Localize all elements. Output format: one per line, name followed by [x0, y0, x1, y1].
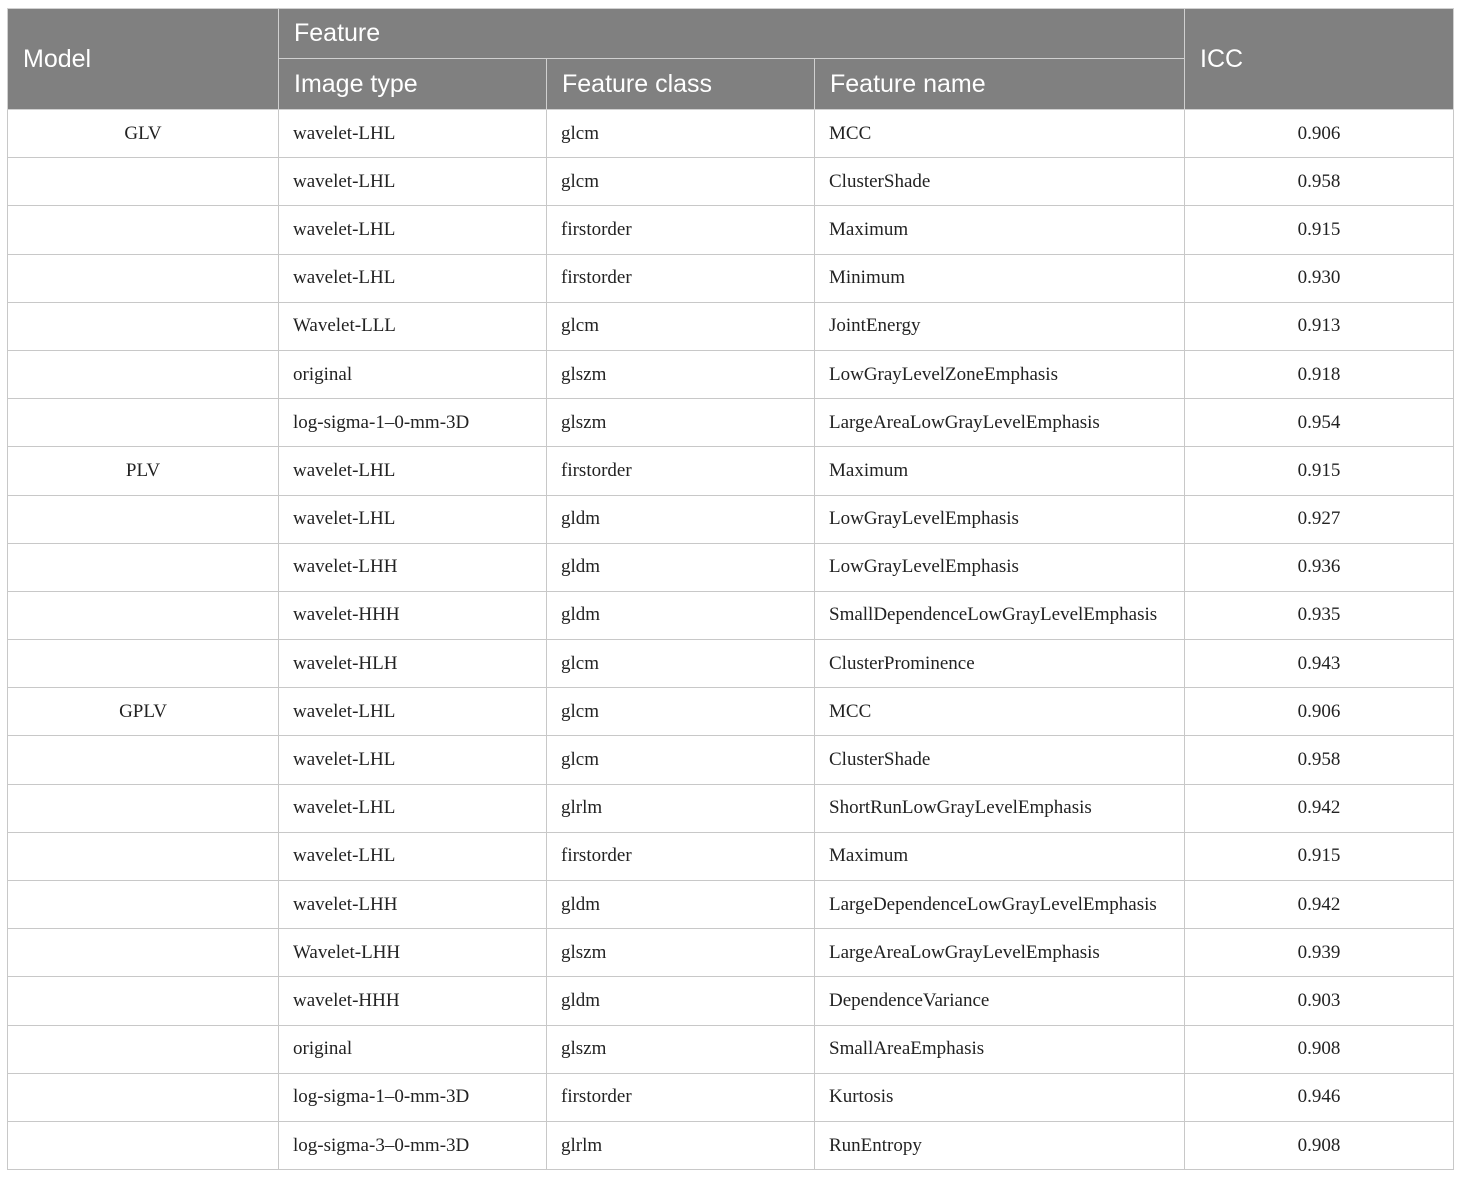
model-cell — [8, 977, 279, 1025]
model-cell: GPLV — [8, 688, 279, 736]
feature-name-cell: Maximum — [815, 447, 1185, 495]
image-type-cell: wavelet-LHL — [279, 254, 547, 302]
feature-class-cell: firstorder — [547, 447, 815, 495]
feature-class-cell: glcm — [547, 640, 815, 688]
icc-cell: 0.936 — [1185, 543, 1454, 591]
model-cell — [8, 206, 279, 254]
icc-cell: 0.939 — [1185, 929, 1454, 977]
model-cell — [8, 929, 279, 977]
table-row — [8, 929, 1454, 977]
table-row — [8, 543, 1454, 591]
feature-class-cell: gldm — [547, 495, 815, 543]
image-type-cell: wavelet-LHL — [279, 688, 547, 736]
icc-cell: 0.943 — [1185, 640, 1454, 688]
image-type-cell: wavelet-LHL — [279, 495, 547, 543]
header-feature-class: Feature class — [547, 59, 815, 110]
model-cell — [8, 640, 279, 688]
feature-class-cell: glcm — [547, 688, 815, 736]
icc-cell: 0.906 — [1185, 110, 1454, 158]
feature-name-cell: ClusterProminence — [815, 640, 1185, 688]
icc-cell: 0.942 — [1185, 784, 1454, 832]
feature-class-cell: gldm — [547, 881, 815, 929]
icc-cell: 0.915 — [1185, 832, 1454, 880]
table-body — [8, 110, 1454, 1170]
image-type-cell: wavelet-HHH — [279, 977, 547, 1025]
feature-class-cell: glcm — [547, 110, 815, 158]
table-row — [8, 1121, 1454, 1169]
icc-cell: 0.942 — [1185, 881, 1454, 929]
table-row — [8, 688, 1454, 736]
icc-cell: 0.930 — [1185, 254, 1454, 302]
model-cell — [8, 1073, 279, 1121]
icc-cell: 0.958 — [1185, 736, 1454, 784]
table-row — [8, 350, 1454, 398]
model-cell — [8, 736, 279, 784]
feature-class-cell: firstorder — [547, 832, 815, 880]
table-row — [8, 1073, 1454, 1121]
model-cell — [8, 832, 279, 880]
feature-class-cell: glszm — [547, 399, 815, 447]
image-type-cell: wavelet-LHH — [279, 543, 547, 591]
feature-name-cell: LowGrayLevelEmphasis — [815, 495, 1185, 543]
image-type-cell: original — [279, 1025, 547, 1073]
feature-name-cell: LargeAreaLowGrayLevelEmphasis — [815, 929, 1185, 977]
table-row — [8, 447, 1454, 495]
icc-cell: 0.927 — [1185, 495, 1454, 543]
image-type-cell: original — [279, 350, 547, 398]
feature-name-cell: LargeDependenceLowGrayLevelEmphasis — [815, 881, 1185, 929]
feature-name-cell: MCC — [815, 110, 1185, 158]
icc-cell: 0.954 — [1185, 399, 1454, 447]
table-row — [8, 254, 1454, 302]
feature-name-cell: Minimum — [815, 254, 1185, 302]
image-type-cell: wavelet-LHL — [279, 158, 547, 206]
image-type-cell: wavelet-LHL — [279, 784, 547, 832]
icc-cell: 0.908 — [1185, 1025, 1454, 1073]
feature-class-cell: glcm — [547, 158, 815, 206]
header-icc: ICC — [1185, 9, 1454, 110]
feature-class-cell: firstorder — [547, 254, 815, 302]
image-type-cell: wavelet-LHL — [279, 736, 547, 784]
model-cell — [8, 254, 279, 302]
feature-name-cell: Maximum — [815, 832, 1185, 880]
feature-class-cell: glrlm — [547, 1121, 815, 1169]
feature-name-cell: LargeAreaLowGrayLevelEmphasis — [815, 399, 1185, 447]
feature-name-cell: ClusterShade — [815, 158, 1185, 206]
model-cell — [8, 399, 279, 447]
feature-name-cell: RunEntropy — [815, 1121, 1185, 1169]
image-type-cell: Wavelet-LHH — [279, 929, 547, 977]
model-cell — [8, 350, 279, 398]
model-cell — [8, 302, 279, 350]
model-cell — [8, 881, 279, 929]
feature-name-cell: ClusterShade — [815, 736, 1185, 784]
header-feature-name: Feature name — [815, 59, 1185, 110]
image-type-cell: wavelet-LHL — [279, 110, 547, 158]
image-type-cell: wavelet-LHL — [279, 832, 547, 880]
image-type-cell: wavelet-LHH — [279, 881, 547, 929]
feature-name-cell: LowGrayLevelEmphasis — [815, 543, 1185, 591]
model-cell: PLV — [8, 447, 279, 495]
table-row — [8, 495, 1454, 543]
table-row — [8, 302, 1454, 350]
feature-name-cell: MCC — [815, 688, 1185, 736]
image-type-cell: wavelet-HHH — [279, 591, 547, 639]
icc-cell: 0.958 — [1185, 158, 1454, 206]
model-cell — [8, 158, 279, 206]
icc-cell: 0.935 — [1185, 591, 1454, 639]
table-row — [8, 881, 1454, 929]
feature-name-cell: Maximum — [815, 206, 1185, 254]
icc-cell: 0.915 — [1185, 206, 1454, 254]
feature-name-cell: DependenceVariance — [815, 977, 1185, 1025]
feature-class-cell: glszm — [547, 350, 815, 398]
table-row — [8, 399, 1454, 447]
table-row — [8, 591, 1454, 639]
feature-class-cell: glszm — [547, 929, 815, 977]
header-image-type: Image type — [279, 59, 547, 110]
image-type-cell: wavelet-HLH — [279, 640, 547, 688]
model-cell — [8, 495, 279, 543]
model-cell: GLV — [8, 110, 279, 158]
icc-cell: 0.903 — [1185, 977, 1454, 1025]
table-row — [8, 784, 1454, 832]
header-row-top — [8, 9, 1454, 59]
icc-cell: 0.918 — [1185, 350, 1454, 398]
feature-table — [7, 8, 1454, 1170]
table-row — [8, 1025, 1454, 1073]
feature-name-cell: LowGrayLevelZoneEmphasis — [815, 350, 1185, 398]
table-row — [8, 977, 1454, 1025]
image-type-cell: wavelet-LHL — [279, 447, 547, 495]
feature-class-cell: glrlm — [547, 784, 815, 832]
model-cell — [8, 784, 279, 832]
table-row — [8, 110, 1454, 158]
feature-class-cell: glszm — [547, 1025, 815, 1073]
feature-class-cell: gldm — [547, 977, 815, 1025]
header-feature-group: Feature — [279, 9, 1185, 59]
image-type-cell: Wavelet-LLL — [279, 302, 547, 350]
feature-name-cell: JointEnergy — [815, 302, 1185, 350]
icc-cell: 0.906 — [1185, 688, 1454, 736]
table-row — [8, 158, 1454, 206]
image-type-cell: log-sigma-3–0-mm-3D — [279, 1121, 547, 1169]
icc-cell: 0.946 — [1185, 1073, 1454, 1121]
table-row — [8, 736, 1454, 784]
feature-class-cell: gldm — [547, 543, 815, 591]
feature-name-cell: Kurtosis — [815, 1073, 1185, 1121]
feature-class-cell: glcm — [547, 302, 815, 350]
feature-name-cell: SmallAreaEmphasis — [815, 1025, 1185, 1073]
image-type-cell: log-sigma-1–0-mm-3D — [279, 1073, 547, 1121]
feature-name-cell: ShortRunLowGrayLevelEmphasis — [815, 784, 1185, 832]
feature-name-cell: SmallDependenceLowGrayLevelEmphasis — [815, 591, 1185, 639]
icc-cell: 0.908 — [1185, 1121, 1454, 1169]
model-cell — [8, 543, 279, 591]
image-type-cell: wavelet-LHL — [279, 206, 547, 254]
feature-class-cell: gldm — [547, 591, 815, 639]
model-cell — [8, 591, 279, 639]
feature-class-cell: glcm — [547, 736, 815, 784]
image-type-cell: log-sigma-1–0-mm-3D — [279, 399, 547, 447]
table-header — [8, 9, 1454, 110]
table-row — [8, 640, 1454, 688]
icc-cell: 0.915 — [1185, 447, 1454, 495]
feature-class-cell: firstorder — [547, 1073, 815, 1121]
icc-cell: 0.913 — [1185, 302, 1454, 350]
model-cell — [8, 1025, 279, 1073]
model-cell — [8, 1121, 279, 1169]
table-row — [8, 832, 1454, 880]
header-model: Model — [8, 9, 279, 110]
table-row — [8, 206, 1454, 254]
feature-class-cell: firstorder — [547, 206, 815, 254]
